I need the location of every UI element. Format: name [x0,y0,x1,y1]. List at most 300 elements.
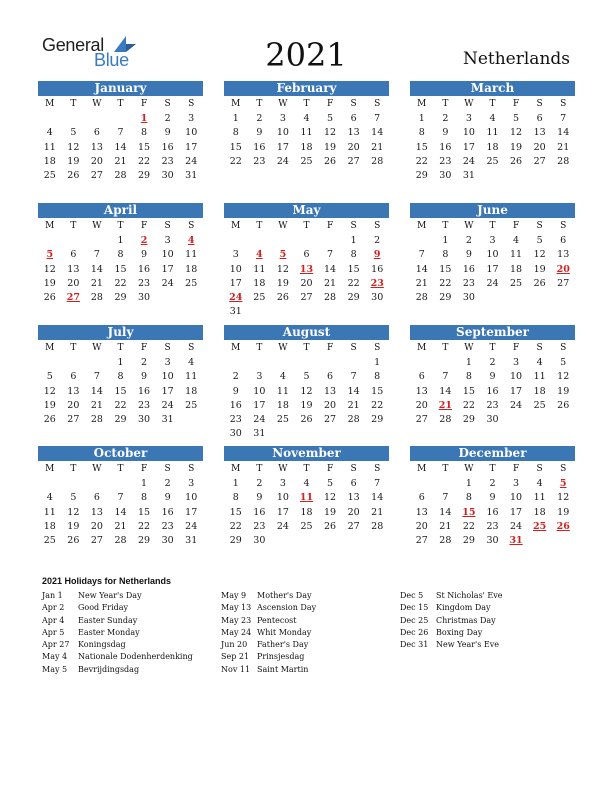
holiday-name: Prinsjesdag [257,652,305,662]
day-cell: 17 [229,277,242,289]
day-cell: 3 [465,113,472,124]
month-header: April [38,203,203,218]
holiday-name: New Year's Day [78,591,142,600]
weekday-label: T [442,343,449,353]
day-cell: 4 [513,235,520,246]
empty-day-cell [85,112,109,126]
day-cell: 18 [300,141,313,153]
weekday-label: T [70,221,77,231]
day-cell: 21 [114,155,127,167]
day-cell: 22 [229,155,242,167]
day-cell: 16 [161,506,174,518]
month-grid [38,218,203,305]
holiday-date: Nov 11 [221,664,251,674]
day-cell: 11 [276,385,289,397]
day-cell: 8 [117,249,124,261]
day-cell: 9 [489,371,496,383]
day-cell: 29 [229,535,242,547]
day-cell: 4 [536,478,543,489]
day-cell: 28 [114,535,127,547]
holiday-date: Dec 26 [400,627,429,637]
day-cell: 18 [185,385,198,397]
day-cell: 5 [70,492,77,504]
holiday-day-cell: 26 [556,520,570,532]
day-cell: 9 [164,127,171,139]
day-cell: 15 [114,263,127,275]
day-cell: 5 [560,357,567,368]
day-cell: 26 [557,399,570,411]
weekday-label: T [117,221,124,231]
day-cell: 11 [486,127,499,139]
holiday-row [400,590,503,602]
day-cell: 25 [43,535,56,547]
day-cell: 25 [300,155,313,167]
weekday-label: W [92,99,102,109]
day-cell: 16 [253,141,266,153]
day-cell: 19 [324,141,337,153]
day-cell: 19 [300,399,313,411]
day-cell: 24 [486,277,499,289]
empty-day-cell [62,234,86,248]
holiday-day-cell: 1 [140,113,148,124]
day-cell: 13 [533,127,546,139]
day-cell: 23 [138,277,151,289]
day-cell: 2 [465,235,472,246]
holiday-row [221,590,316,602]
weekday-label: S [536,221,543,231]
day-cell: 16 [462,263,475,275]
holiday-date: May 4 [42,652,68,662]
weekday-label: T [303,464,310,474]
day-cell: 15 [415,141,428,153]
holiday-row [400,639,503,651]
day-cell: 20 [415,399,428,411]
day-cell: 17 [185,506,198,518]
day-cell: 4 [303,113,310,124]
month-april [38,203,203,305]
weekday-label: M [45,464,55,474]
day-cell: 11 [533,492,546,504]
holiday-date: Apr 4 [42,615,65,625]
day-cell: 5 [303,371,310,383]
holiday-date: Jun 20 [221,640,248,650]
day-cell: 13 [347,492,360,504]
day-cell: 15 [114,385,127,397]
holiday-row [42,590,193,602]
weekday-label: F [512,343,520,353]
month-grid [410,96,575,183]
day-cell: 12 [300,385,313,397]
day-cell: 22 [229,520,242,532]
weekday-label: T [303,99,310,109]
weekday-label: S [374,343,381,353]
holiday-row [400,602,503,614]
empty-day-cell [62,112,86,126]
month-september [410,325,575,427]
day-cell: 7 [327,249,334,261]
month-header: August [224,325,389,340]
day-cell: 11 [300,127,313,139]
day-cell: 21 [371,506,384,518]
weekday-label: S [350,464,357,474]
day-cell: 31 [185,170,198,182]
day-cell: 13 [324,385,337,397]
day-cell: 29 [114,292,127,304]
weekday-label: S [188,343,195,353]
empty-day-cell [271,356,295,370]
weekday-label: M [45,99,55,109]
day-cell: 5 [536,235,543,246]
month-grid [410,461,575,548]
empty-day-cell [85,356,109,370]
day-cell: 6 [327,371,334,383]
day-cell: 29 [114,414,127,426]
weekday-label: S [350,99,357,109]
month-january [38,81,203,183]
day-cell: 24 [161,277,174,289]
day-cell: 14 [114,141,127,153]
day-cell: 1 [117,357,124,368]
day-cell: 17 [510,506,523,518]
empty-day-cell [271,234,295,248]
day-cell: 16 [371,263,384,275]
day-cell: 17 [185,141,198,153]
day-cell: 22 [347,277,360,289]
day-cell: 18 [43,155,56,167]
month-grid [224,96,389,169]
day-cell: 2 [489,357,496,368]
day-cell: 31 [161,414,174,426]
holiday-name: Boxing Day [436,627,483,637]
holiday-name: Christmas Day [436,615,496,625]
day-cell: 25 [253,292,266,304]
holiday-day-cell: 5 [279,249,287,261]
holiday-column [42,590,193,676]
day-cell: 30 [253,535,266,547]
day-cell: 3 [256,371,263,383]
weekday-label: F [326,99,334,109]
month-may [224,203,389,320]
day-cell: 11 [185,371,198,383]
holiday-row [42,651,193,663]
day-cell: 10 [161,371,174,383]
day-cell: 21 [371,141,384,153]
day-cell: 24 [462,155,475,167]
day-cell: 7 [117,492,124,504]
empty-day-cell [224,234,248,248]
day-cell: 3 [279,478,286,489]
day-cell: 13 [415,385,428,397]
day-cell: 1 [141,478,148,489]
month-grid [224,461,389,548]
holiday-day-cell: 13 [299,263,314,275]
weekday-label: M [231,464,241,474]
day-cell: 28 [324,292,337,304]
day-cell: 18 [533,506,546,518]
month-header: January [38,81,203,96]
holiday-row [400,627,503,639]
day-cell: 6 [418,492,425,504]
day-cell: 28 [439,535,452,547]
holiday-day-cell: 9 [373,249,381,261]
holiday-day-cell: 31 [509,535,523,547]
day-cell: 6 [303,249,310,261]
holiday-day-cell: 20 [556,263,570,275]
day-cell: 1 [418,113,425,124]
weekday-label: F [512,99,520,109]
day-cell: 7 [350,371,357,383]
day-cell: 14 [324,263,337,275]
day-cell: 10 [486,249,499,261]
day-cell: 29 [415,170,428,182]
weekday-label: F [326,343,334,353]
day-cell: 5 [513,113,520,124]
weekday-label: F [326,464,334,474]
month-july [38,325,203,427]
weekday-label: W [464,343,474,353]
holiday-row [400,615,503,627]
holiday-row [221,627,316,639]
holiday-name: Bevrijdingsdag [78,664,140,674]
day-cell: 27 [415,535,428,547]
holiday-name: New Year's Eve [436,640,499,650]
day-cell: 27 [347,155,360,167]
holiday-row [42,627,193,639]
day-cell: 29 [439,292,452,304]
empty-day-cell [62,356,86,370]
empty-day-cell [38,112,62,126]
logo-text-general: General [42,35,104,55]
weekday-label: W [278,343,288,353]
day-cell: 18 [185,263,198,275]
day-cell: 7 [374,113,381,124]
day-cell: 19 [510,141,523,153]
day-cell: 4 [279,371,286,383]
day-cell: 23 [462,277,475,289]
day-cell: 19 [43,399,56,411]
holiday-day-cell: 5 [559,478,567,489]
holiday-day-cell: 27 [66,292,80,304]
month-header: May [224,203,389,218]
day-cell: 22 [114,277,127,289]
day-cell: 7 [560,113,567,124]
day-cell: 23 [486,399,499,411]
weekday-label: S [560,99,567,109]
day-cell: 28 [90,414,103,426]
day-cell: 25 [185,399,198,411]
day-cell: 4 [489,113,496,124]
weekday-label: T [256,221,263,231]
holiday-row [42,602,193,614]
day-cell: 4 [303,478,310,489]
day-cell: 17 [161,385,174,397]
empty-day-cell [85,477,109,491]
day-cell: 8 [141,492,148,504]
day-cell: 5 [327,478,334,489]
day-cell: 8 [374,371,381,383]
day-cell: 8 [117,371,124,383]
weekday-label: S [188,99,195,109]
weekday-label: S [560,343,567,353]
day-cell: 9 [442,127,449,139]
day-cell: 20 [347,141,360,153]
day-cell: 10 [276,492,289,504]
weekday-label: T [442,99,449,109]
holiday-day-cell: 4 [256,249,263,261]
day-cell: 8 [141,127,148,139]
day-cell: 16 [138,385,151,397]
day-cell: 22 [371,399,384,411]
day-cell: 24 [510,520,523,532]
weekday-label: F [140,464,148,474]
day-cell: 24 [276,155,289,167]
day-cell: 20 [415,520,428,532]
day-cell: 12 [324,492,337,504]
day-cell: 25 [486,155,499,167]
day-cell: 22 [114,399,127,411]
holiday-day-cell: 23 [370,277,384,289]
day-cell: 20 [90,155,103,167]
day-cell: 17 [276,141,289,153]
holiday-date: Dec 5 [400,591,424,600]
day-cell: 26 [324,155,337,167]
day-cell: 27 [90,535,103,547]
holiday-row [42,639,193,651]
day-cell: 20 [67,399,80,411]
holiday-date: Apr 5 [42,627,65,637]
day-cell: 20 [533,141,546,153]
holiday-date: Dec 31 [400,640,429,650]
day-cell: 17 [161,263,174,275]
day-cell: 18 [276,399,289,411]
day-cell: 3 [188,113,195,124]
day-cell: 8 [232,492,239,504]
month-grid [410,340,575,427]
weekday-label: F [512,464,520,474]
day-cell: 10 [229,263,242,275]
day-cell: 2 [164,478,171,489]
month-grid [410,218,575,305]
empty-day-cell [38,234,62,248]
holiday-row [221,602,316,614]
day-cell: 2 [374,235,381,246]
day-cell: 24 [185,520,198,532]
day-cell: 2 [442,113,449,124]
weekday-label: M [231,343,241,353]
day-cell: 9 [164,492,171,504]
holiday-row [42,615,193,627]
day-cell: 2 [489,478,496,489]
weekday-label: S [164,221,171,231]
day-cell: 16 [439,141,452,153]
weekday-label: S [188,464,195,474]
day-cell: 2 [141,357,148,368]
month-header: December [410,446,575,461]
day-cell: 16 [253,506,266,518]
day-cell: 4 [46,492,53,504]
day-cell: 11 [253,263,266,275]
day-cell: 20 [324,399,337,411]
holiday-day-cell: 24 [229,292,243,304]
weekday-label: S [560,221,567,231]
day-cell: 12 [43,385,56,397]
day-cell: 14 [439,506,452,518]
day-cell: 13 [90,141,103,153]
holiday-row [221,639,316,651]
day-cell: 14 [371,492,384,504]
holiday-date: May 23 [221,615,252,625]
day-cell: 29 [462,535,475,547]
weekday-label: W [464,464,474,474]
country-name: Netherlands [462,49,570,69]
day-cell: 22 [439,277,452,289]
holiday-day-cell: 4 [187,235,195,246]
day-cell: 28 [90,292,103,304]
day-cell: 10 [185,492,198,504]
weekday-label: T [256,464,263,474]
weekday-label: S [536,99,543,109]
day-cell: 11 [43,141,56,153]
holiday-name: St Nicholas' Eve [436,591,503,600]
day-cell: 7 [117,127,124,139]
day-cell: 26 [324,520,337,532]
day-cell: 8 [465,492,472,504]
logo-text-blue: Blue [94,50,129,70]
day-cell: 12 [67,141,80,153]
weekday-label: T [117,464,124,474]
day-cell: 27 [324,414,337,426]
month-march [410,81,575,183]
month-december [410,446,575,548]
day-cell: 12 [510,127,523,139]
day-cell: 25 [533,399,546,411]
day-cell: 9 [141,249,148,261]
day-cell: 10 [161,249,174,261]
weekday-label: T [489,343,496,353]
day-cell: 30 [486,535,499,547]
day-cell: 31 [253,428,266,440]
empty-day-cell [318,356,342,370]
weekday-label: M [417,99,427,109]
month-header: March [410,81,575,96]
month-august [224,325,389,442]
holiday-name: Good Friday [78,603,129,613]
day-cell: 9 [232,385,239,397]
day-cell: 2 [256,113,263,124]
month-header: November [224,446,389,461]
weekday-label: S [536,464,543,474]
day-cell: 23 [253,155,266,167]
month-grid [38,340,203,427]
day-cell: 15 [347,263,360,275]
day-cell: 6 [350,478,357,489]
holiday-date: Dec 25 [400,615,429,625]
holiday-row [221,664,316,676]
empty-day-cell [295,356,319,370]
weekday-label: T [70,343,77,353]
holiday-name: Easter Monday [78,627,140,637]
weekday-label: M [45,221,55,231]
holiday-name: Kingdom Day [436,603,491,613]
empty-day-cell [295,234,319,248]
weekday-label: S [374,464,381,474]
day-cell: 20 [300,277,313,289]
day-cell: 18 [43,520,56,532]
day-cell: 21 [90,399,103,411]
holiday-row [221,651,316,663]
weekday-label: M [417,343,427,353]
day-cell: 8 [418,127,425,139]
